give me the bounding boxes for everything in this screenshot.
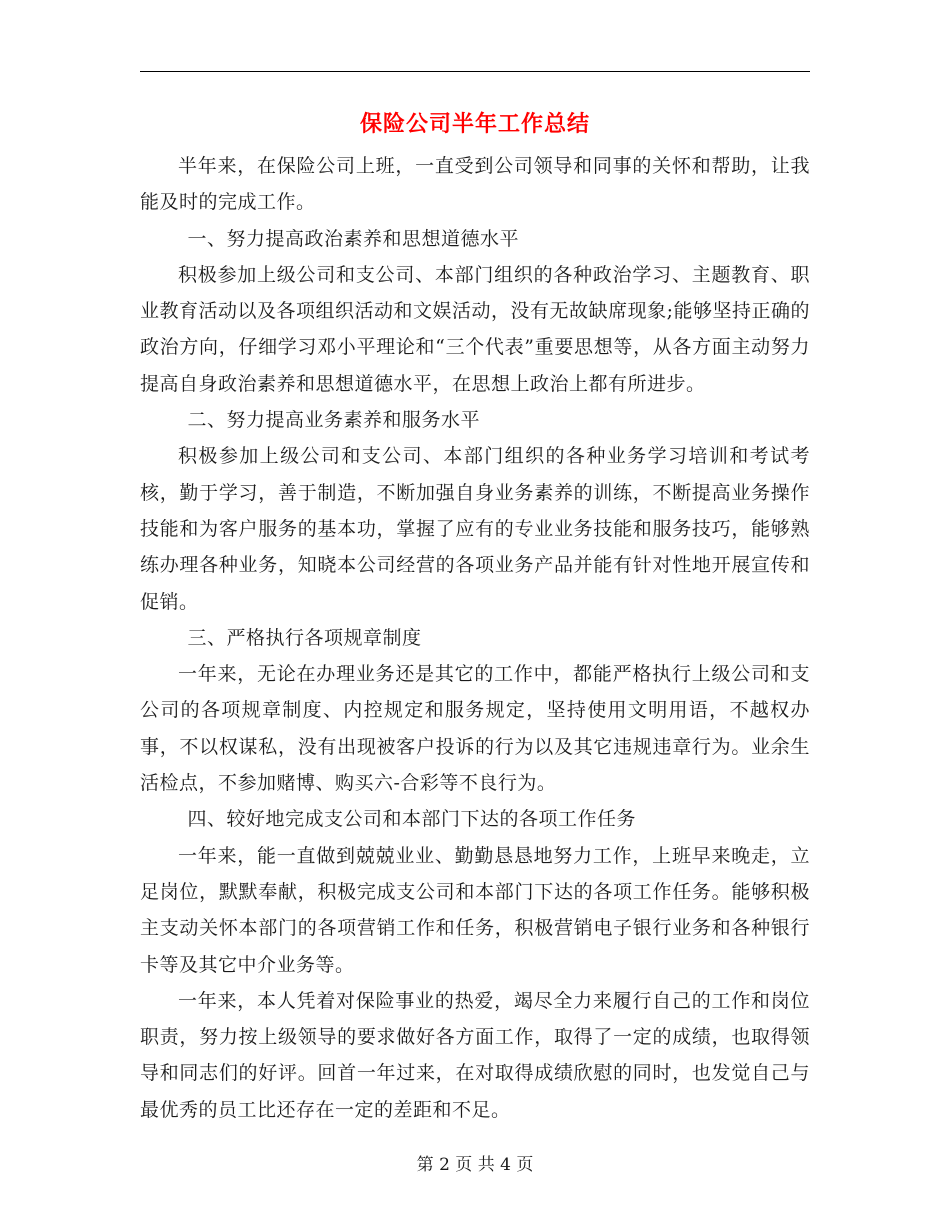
section-heading-1: 一、努力提高政治素养和思想道德水平 <box>187 227 520 250</box>
paragraph-section-3: 一年来，无论在办理业务还是其它的工作中，都能严格执行上级公司和支公司的各项规章制度、内控规定和服务规定，坚持使用文明用语，不越权办事，不以权谋私，没有出现被客户投诉的行为以及其它违规违章行为。业余生活检点，不参加赌博、购买六-合彩等不良行为。 <box>140 663 810 795</box>
header-rule <box>140 71 810 72</box>
paragraph-intro: 半年来，在保险公司上班，一直受到公司领导和同事的关怀和帮助，让我能及时的完成工作。 <box>140 155 810 214</box>
page-number: 第 2 页 共 4 页 <box>416 1155 534 1175</box>
paragraph-section-4: 一年来，能一直做到兢兢业业、勤勤恳恳地努力工作，上班早来晚走，立足岗位，默默奉献，积极完成支公司和本部门下达的各项工作任务。能够积极主支动关怀本部门的各项营销工作和任务，积极营销电子银行业务和各种银行卡等及其它中介业务等。 <box>140 844 810 976</box>
paragraph-section-1: 积极参加上级公司和支公司、本部门组织的各种政治学习、主题教育、职业教育活动以及各项组织活动和文娱活动，没有无故缺席现象;能够坚持正确的政治方向，仔细学习邓小平理论和“三个代表”重要思想等，从各方面主动努力提高自身政治素养和思想道德水平，在思想上政治上都有所进步。 <box>140 263 810 395</box>
section-heading-3: 三、严格执行各项规章制度 <box>187 626 422 649</box>
document-body <box>140 148 810 1128</box>
section-heading-4: 四、较好地完成支公司和本部门下达的各项工作任务 <box>187 808 637 831</box>
document-title: 保险公司半年工作总结 <box>359 112 590 137</box>
paragraph-section-2: 积极参加上级公司和支公司、本部门组织的各种业务学习培训和考试考核，勤于学习，善于制造，不断加强自身业务素养的训练，不断提高业务操作技能和为客户服务的基本功，掌握了应有的专业业务技能和服务技巧，能够熟练办理各种业务，知晓本公司经营的各项业务产品并能有针对性地开展宣传和促销。 <box>140 445 810 613</box>
paragraph-conclusion: 一年来，本人凭着对保险事业的热爱，竭尽全力来履行自己的工作和岗位职责，努力按上级领导的要求做好各方面工作，取得了一定的成绩，也取得领导和同志们的好评。回首一年过来，在对取得成绩欣慰的同时，也发觉自己与最优秀的员工比还存在一定的差距和不足。 <box>140 989 810 1121</box>
section-heading-2: 二、努力提高业务素养和服务水平 <box>187 409 481 432</box>
